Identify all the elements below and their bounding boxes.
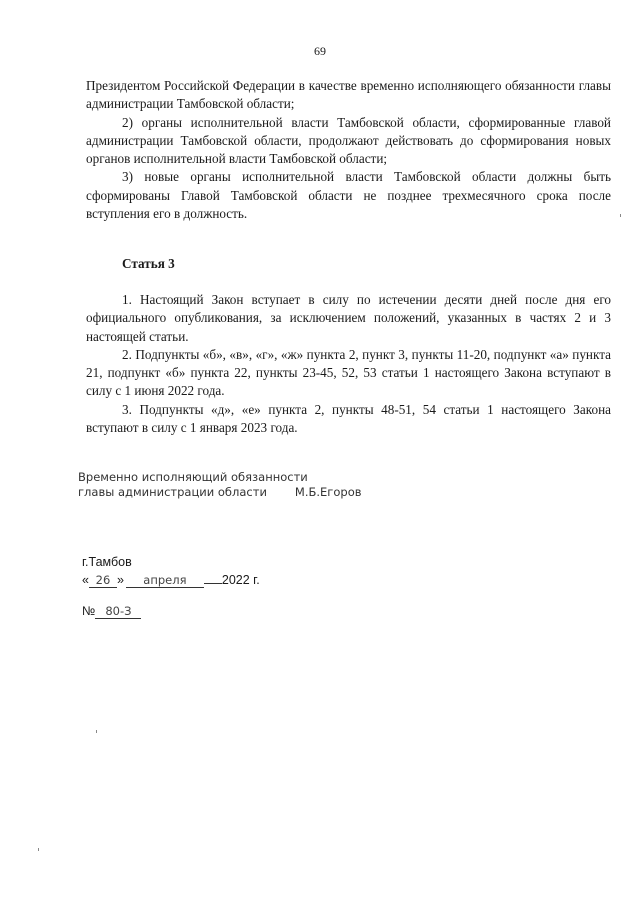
date-blank-underline [204,583,222,584]
date-month: апреля [126,574,204,588]
date-line [82,573,260,588]
article-body [86,291,611,437]
place-of-signing: г.Тамбов [82,555,132,569]
scan-speck [96,730,97,733]
scan-speck [38,848,39,851]
paragraph-item-3: 3) новые органы исполнительной власти Тамбовской области должны быть сформированы Главой Тамбовской области не позднее трехмесячного срока после вступления его в должность. [86,169,611,222]
signatory-name: М.Б.Егоров [294,485,362,499]
scan-speck [620,214,621,217]
article-paragraph-3: 3. Подпункты «д», «е» пункта 2, пункты 48-51, 54 статьи 1 настоящего Закона вступают в силу с 1 января 2023 года. [86,401,611,436]
signature-title-line-2 [78,485,362,500]
signature-title-line-1: Временно исполняющий обязанности [78,470,308,484]
paragraph-continuation: Президентом Российской Федерации в качестве временно исполняющего обязанности главы администрации Тамбовской области; [86,78,611,112]
law-number-line [82,604,141,619]
paragraph-item-2: 2) органы исполнительной власти Тамбовской области, сформированные главой администрации Тамбовской области, продолжают действовать до сформирования новых органов исполнительной власти Тамбовской области; [86,114,611,167]
article-paragraph-1: 1. Настоящий Закон вступает в силу по истечении десяти дней после дня его официального опубликования, за исключением положений, указанных в частях 2 и 3 настоящей статьи. [86,292,611,344]
number-sign: № [82,604,96,618]
page-number: 69 [314,44,326,58]
date-day: 26 [89,574,117,588]
article-paragraph-2: 2. Подпункты «б», «в», «г», «ж» пункта 2, пункт 3, пункты 11-20, подпункт «а» пункта 21, подпункт «б» пункта 22, пункты 23-45, 52, 53 статьи 1 настоящего Закона вступают в силу с 1 июня 2022 года. [86,346,611,399]
date-close-quote: » [116,573,124,587]
date-year: 2022 г. [221,573,260,587]
signature-title-text: главы администрации области [78,485,267,499]
law-number: 80-З [95,605,141,619]
signature-block [78,470,362,500]
continued-text-block [86,77,611,223]
article-heading: Статья 3 [122,256,175,271]
date-open-quote: « [82,573,89,587]
